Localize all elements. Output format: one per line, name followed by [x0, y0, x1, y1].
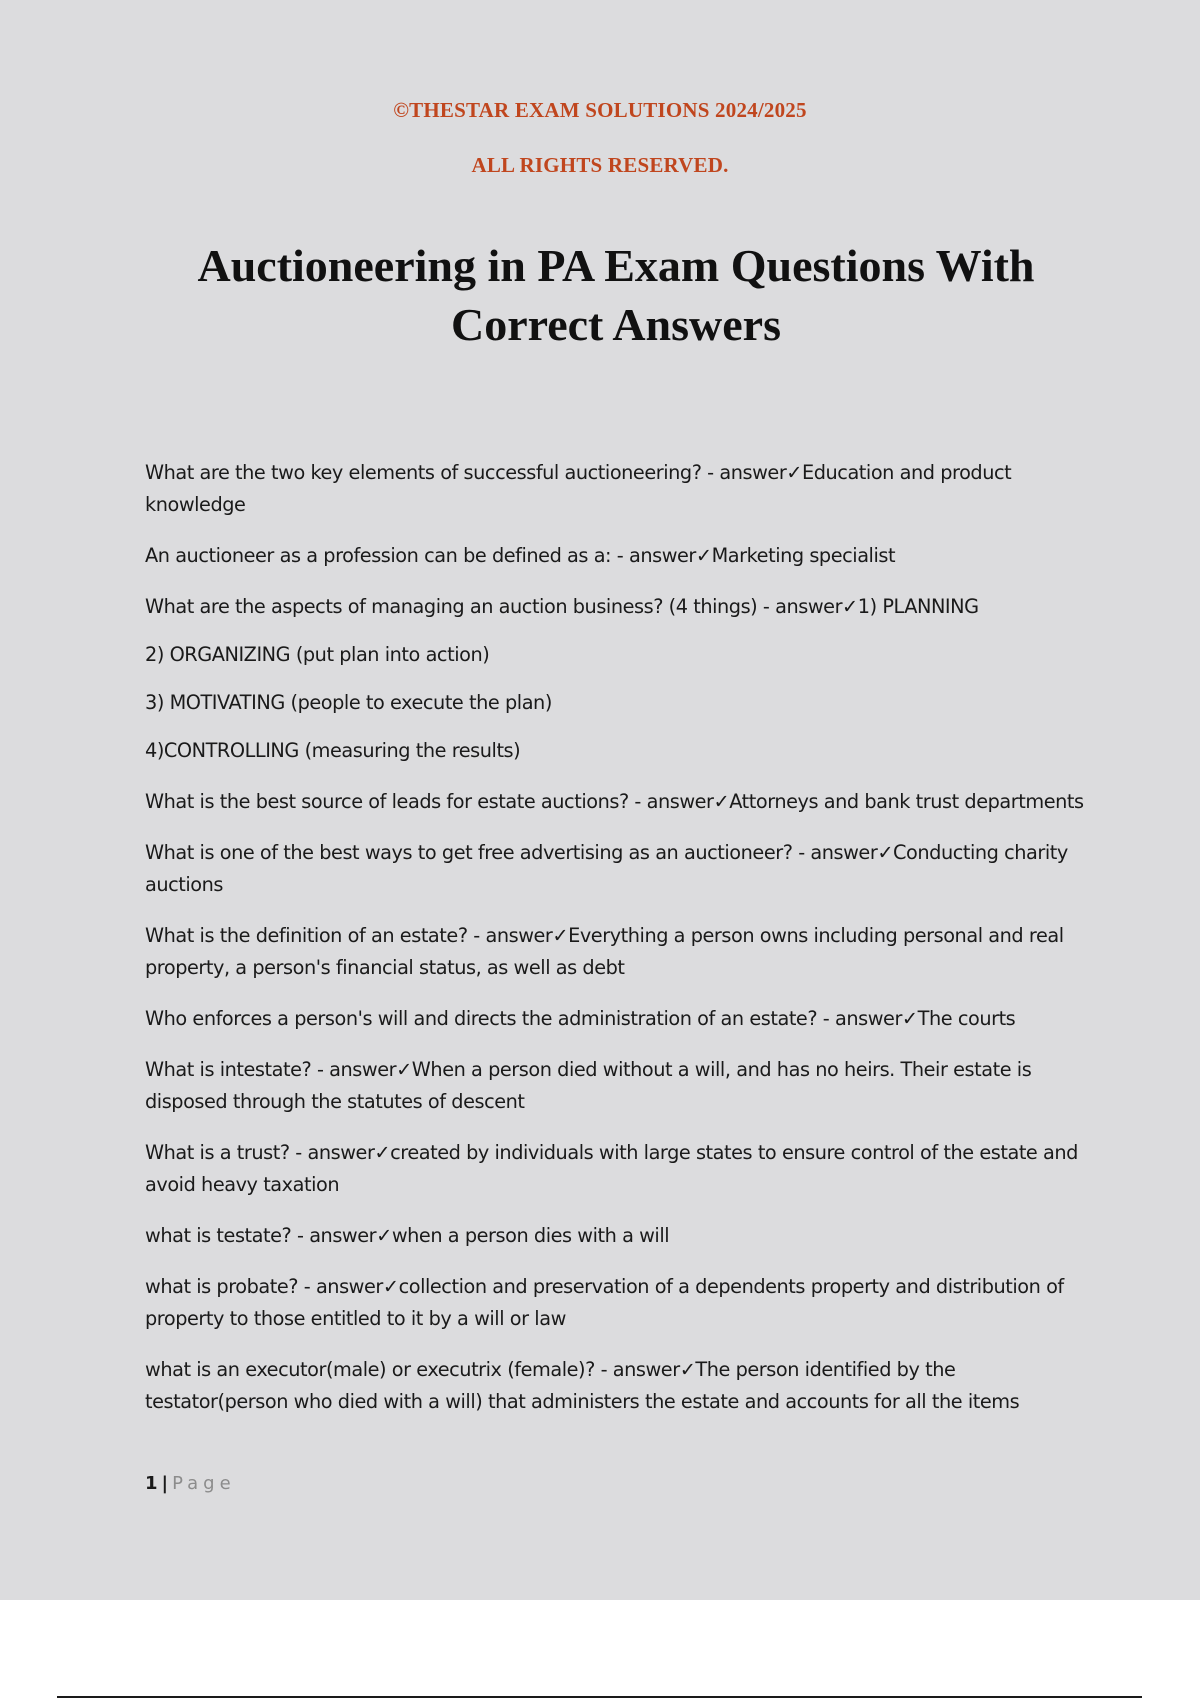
- bottom-divider: [57, 1696, 1142, 1698]
- qa-item: What are the two key elements of successful auctioneering? - answer✓Education and product knowledge: [145, 461, 1012, 516]
- document-title: Auctioneering in PA Exam Questions With Correct Answers: [197, 240, 1035, 350]
- qa-item: What are the aspects of managing an auction business? (4 things) - answer✓1) PLANNING: [145, 595, 979, 618]
- copyright-header: ©THESTAR EXAM SOLUTIONS 2024/2025: [393, 98, 807, 122]
- qa-item: 3) MOTIVATING (people to execute the plan): [145, 691, 552, 714]
- page-number: 1: [145, 1473, 158, 1494]
- qa-item: What is one of the best ways to get free advertising as an auctioneer? - answer✓Conducting charity auctions: [145, 841, 1068, 896]
- qa-item: What is intestate? - answer✓When a person died without a will, and has no heirs. Their estate is disposed through the statutes of descent: [145, 1058, 1032, 1113]
- page-number-footer: [145, 1473, 236, 1494]
- qa-list: [145, 457, 1090, 1437]
- qa-item: what is testate? - answer✓when a person dies with a will: [145, 1224, 670, 1247]
- qa-item: 2) ORGANIZING (put plan into action): [145, 643, 490, 666]
- qa-item: 4)CONTROLLING (measuring the results): [145, 739, 521, 762]
- qa-item: what is probate? - answer✓collection and preservation of a dependents property and distribution of property to those entitled to it by a will or law: [145, 1275, 1064, 1330]
- page-separator: |: [161, 1473, 169, 1494]
- qa-item: what is an executor(male) or executrix (female)? - answer✓The person identified by the testator(person who died with a will) that administers the estate and accounts for all the items: [145, 1358, 1020, 1413]
- rights-reserved-header: ALL RIGHTS RESERVED.: [471, 153, 729, 177]
- page-label: Page: [172, 1473, 236, 1494]
- qa-item: An auctioneer as a profession can be defined as a: - answer✓Marketing specialist: [145, 544, 896, 567]
- qa-item: What is a trust? - answer✓created by individuals with large states to ensure control of the estate and avoid heavy taxation: [145, 1141, 1078, 1196]
- qa-item: What is the best source of leads for estate auctions? - answer✓Attorneys and bank trust departments: [145, 790, 1084, 813]
- qa-item: What is the definition of an estate? - answer✓Everything a person owns including personal and real property, a person's financial status, as well as debt: [145, 924, 1064, 979]
- qa-item: Who enforces a person's will and directs the administration of an estate? - answer✓The courts: [145, 1007, 1016, 1030]
